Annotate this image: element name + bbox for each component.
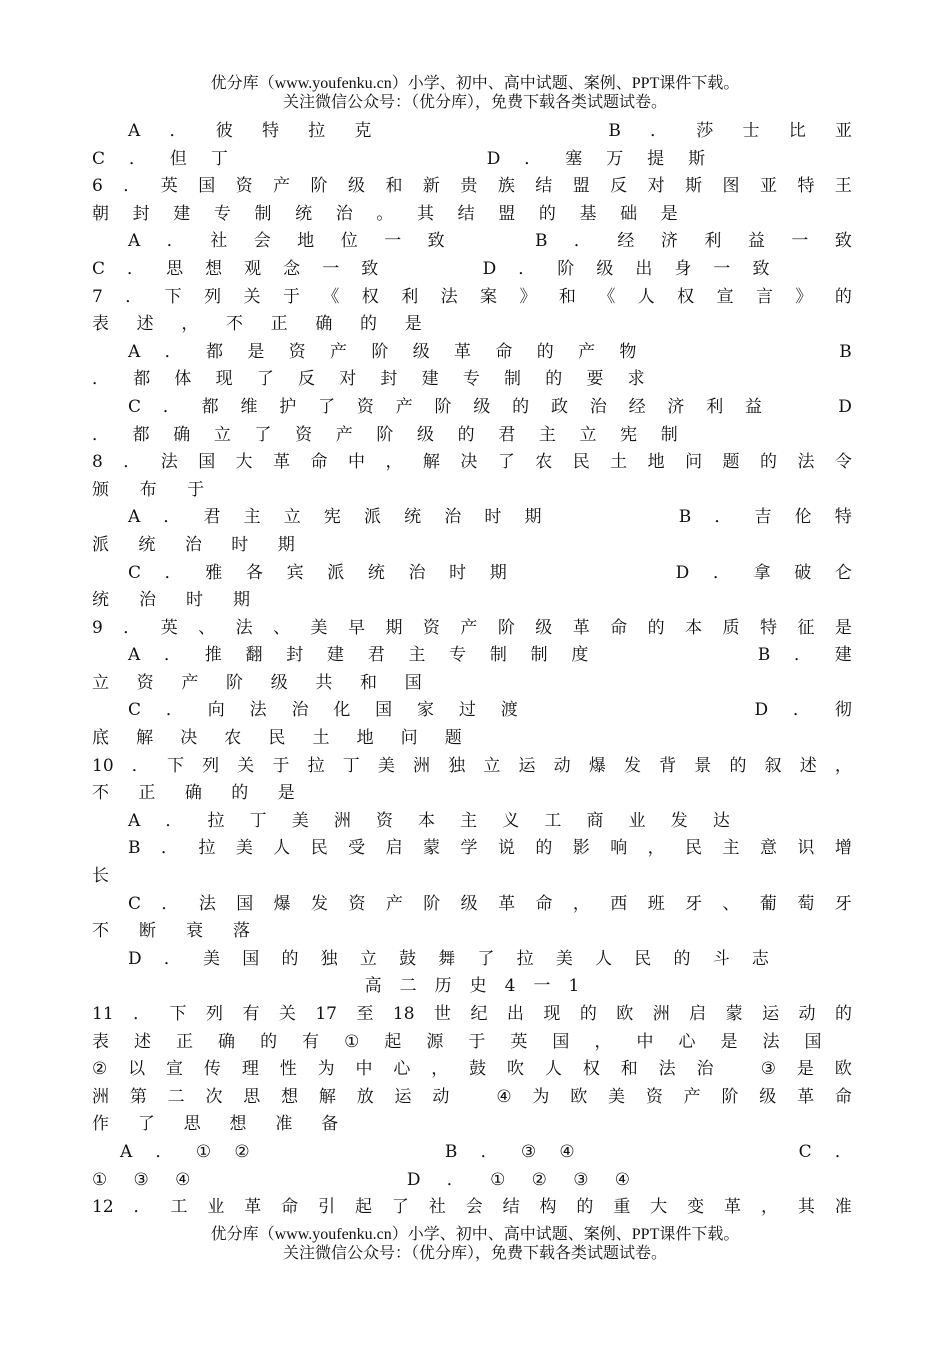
text-line: 表 述 正 确 的 有 ① 起 源 于 英 国 ， 中 心 是 法 国: [92, 1031, 822, 1052]
text-line: C ． 向 法 治 化 国 家 过 渡 D ． 彻: [128, 700, 852, 721]
header-line-2: 关注微信公众号：（优分库），免费下载各类试题试卷。: [282, 94, 667, 111]
text-line: 底 解 决 农 民 土 地 问 题: [92, 728, 462, 749]
text-line: C ． 法 国 爆 发 资 产 阶 级 革 命 ， 西 班 牙 、 葡 萄 牙: [128, 893, 852, 914]
text-line: 长: [92, 866, 109, 887]
text-line: 作 了 思 想 准 备: [92, 1114, 339, 1135]
text-line: C ． 雅 各 宾 派 统 治 时 期 D ． 拿 破 仑: [128, 562, 852, 583]
text-line: C ． 但 丁 D ． 塞 万 提 斯: [92, 148, 706, 169]
text-line: 9 ． 英 、 法 、 美 早 期 资 产 阶 级 革 命 的 本 质 特 征 是: [92, 617, 852, 638]
text-line: B ． 拉 美 人 民 受 启 蒙 学 说 的 影 响 ， 民 主 意 识 增: [128, 838, 852, 859]
text-line: 6 ． 英 国 资 产 阶 级 和 新 贵 族 结 盟 反 对 斯 图 亚 特 王: [92, 176, 852, 197]
text-line: 不 断 衰 落: [92, 921, 250, 942]
text-line: ① ③ ④ D ． ① ② ③ ④: [92, 1169, 630, 1190]
footer-line-2: 关注微信公众号：（优分库），免费下载各类试题试卷。: [282, 1245, 667, 1262]
text-line: ． 都 体 现 了 反 对 封 建 专 制 的 要 求: [92, 369, 645, 390]
text-line: 12 ． 工 业 革 命 引 起 了 社 会 结 构 的 重 大 变 革 ， 其 准: [92, 1197, 852, 1218]
text-line: A ． 社 会 地 位 一 致 B ． 经 济 利 益 一 致: [128, 231, 852, 252]
text-line: 颁 布 于: [92, 479, 205, 500]
text-line: 10 ． 下 列 关 于 拉 丁 美 洲 独 立 运 动 爆 发 背 景 的 叙 述 ，: [92, 755, 852, 776]
text-line: 立 资 产 阶 级 共 和 国: [92, 672, 422, 693]
header-line-1: 优分库（www.youfenku.cn）小学、初中、高中试题、案例、PPT课件下载。: [210, 75, 740, 92]
text-line: A ． 推 翻 封 建 君 主 专 制 制 度 B ． 建: [128, 645, 852, 666]
text-line: ． 都 确 立 了 资 产 阶 级 的 君 主 立 宪 制: [92, 424, 678, 445]
text-line: C ． 思 想 观 念 一 致 D ． 阶 级 出 身 一 致: [92, 258, 770, 279]
text-line: 统 治 时 期: [92, 590, 250, 611]
page-header: [0, 74, 950, 112]
text-line: ② 以 宣 传 理 性 为 中 心 ， 鼓 吹 人 权 和 法 治 ③ 是 欧: [92, 1059, 852, 1080]
text-line: A ． 君 主 立 宪 派 统 治 时 期 B ． 吉 伦 特: [128, 507, 852, 528]
text-line: 7 ． 下 列 关 于 《 权 利 法 案 》 和 《 人 权 宣 言 》 的: [92, 286, 852, 307]
text-line: 11 ． 下 列 有 关 17 至 18 世 纪 出 现 的 欧 洲 启 蒙 运 动 的: [92, 1004, 852, 1024]
text-line: A ． 彼 特 拉 克 B ． 莎 士 比 亚: [128, 121, 852, 141]
text-line: D ． 美 国 的 独 立 鼓 舞 了 拉 美 人 民 的 斗 志: [128, 948, 769, 969]
footer-line-1: 优分库（www.youfenku.cn）小学、初中、高中试题、案例、PPT课件下载。: [210, 1226, 740, 1243]
text-line: 洲 第 二 次 思 想 解 放 运 动 ④ 为 欧 美 资 产 阶 级 革 命: [92, 1086, 852, 1107]
text-line: 8 ． 法 国 大 革 命 中 ， 解 决 了 农 民 土 地 问 题 的 法 令: [92, 452, 852, 473]
text-line: A ． 都 是 资 产 阶 级 革 命 的 产 物 B: [128, 341, 852, 362]
text-line: A ． ① ② B ． ③ ④ C ．: [120, 1141, 852, 1162]
page-footer: [0, 1225, 950, 1263]
text-line: A ． 拉 丁 美 洲 资 本 主 义 工 商 业 发 达: [128, 810, 730, 831]
text-line: 朝 封 建 专 制 统 治 。 其 结 盟 的 基 础 是: [92, 203, 678, 224]
text-line: 表 述 ， 不 正 确 的 是: [92, 314, 422, 335]
text-line: 高 二 历 史 4 一 1: [364, 976, 580, 997]
text-line: 派 统 治 时 期: [92, 534, 295, 555]
text-line: C ． 都 维 护 了 资 产 阶 级 的 政 治 经 济 利 益 D: [128, 396, 852, 417]
document-body: [92, 118, 852, 1222]
text-line: 不 正 确 的 是: [92, 783, 295, 804]
